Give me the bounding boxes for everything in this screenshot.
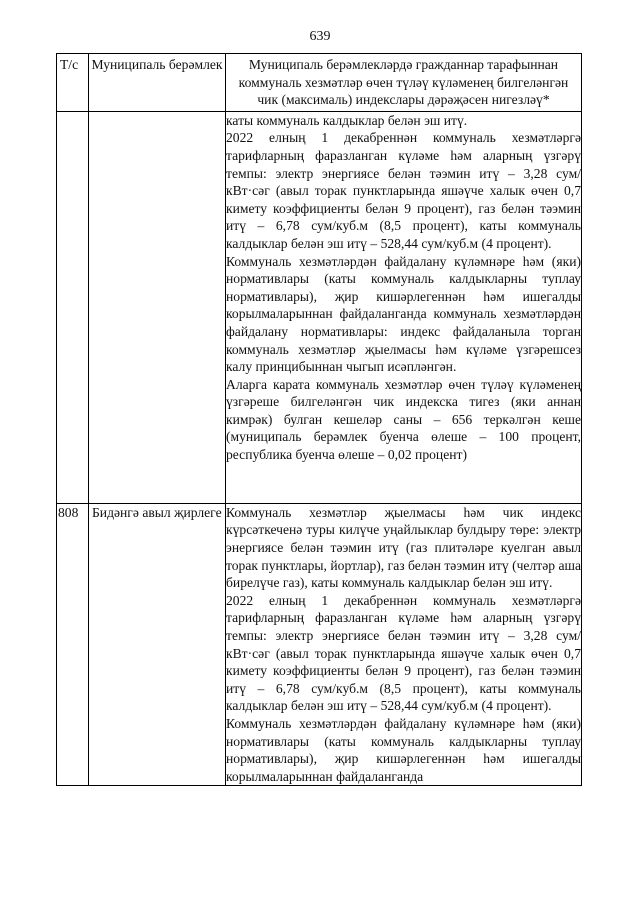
header-municipality: Муниципаль берәмлек (89, 54, 226, 112)
row-rationale (226, 111, 582, 503)
table-row (57, 111, 582, 503)
header-rationale: Муниципаль берәмлекләрдә гражданнар тарафыннан коммуналь хезмәтләр өчен түләү күләменең билгеләнгән чик (максималь) индекслары дәрәҗәсен нигезләү* (226, 54, 582, 112)
paragraph: каты коммуналь калдыклар белән эш итү. (226, 112, 468, 128)
paragraph: Аларга карата коммуналь хезмәтләр өчен түләү күләменең үзгәреше билгеләнгән чик индекска тигез (яки аннан кимрәк) булган кешеләр саны – 656 теркәлгән кеше (муниципаль берәмлек буенча өлеше – 100 процент, республика буенча өлеше – 0,02 процент) (226, 376, 581, 463)
page-number: 639 (309, 29, 331, 44)
paragraph: 2022 елның 1 декабреннән коммуналь хезмәтләргә тарифларның фаразланган күләме һәм аларның үзгәрү темпы: электр энергиясе белән тәэмин итү – 3,28 сум/кВт·сәг (авыл торак пунктларында яшәүче халык өчен 0,7 кимету коэффициенты белән 9 процент), газ белән тәэмин итү – 6,78 сум/куб.м (8,5 процент), каты коммуналь калдыклар белән эш итү – 528,44 сум/куб.м (4 процент). (226, 130, 581, 251)
row-rationale (226, 503, 582, 786)
paragraph: Коммуналь хезмәтләр җыелмасы һәм чик индекс күрсәткеченә туры килүче уңайлыклар булдыру төре: электр энергиясе белән тәэмин итү (газ плитәләре куелган авыл торак пунктлары, йортлар), газ белән тәэмин итү (челтәр аша бирелүче газ), каты коммуналь калдыклар белән эш итү. (226, 504, 581, 591)
row-municipality (89, 111, 226, 503)
paragraph: Коммуналь хезмәтләрдән файдалану күләмнәре һәм (яки) нормативлары (каты коммуналь калдыкларны туплау нормативлары), җир кишәрлегеннән һәм ишегалды корылмаларыннан файдаланганда (226, 715, 581, 784)
row-municipality: Бидәнгә авыл җирлеге (89, 503, 226, 786)
header-num: Т/с (57, 54, 89, 112)
paragraph: 2022 елның 1 декабреннән коммуналь хезмәтләргә тарифларның фаразланган күләме һәм аларның үзгәрү темпы: электр энергиясе белән тәэмин итү – 3,28 сум/кВт·сәг (авыл торак пунктларында яшәүче халык өчен 0,7 кимету коэффициенты белән 9 процент), газ белән тәэмин итү – 6,78 сум/куб.м (8,5 процент), каты коммуналь калдыклар белән эш итү – 528,44 сум/куб.м (4 процент). (226, 592, 581, 714)
tariff-table (56, 53, 582, 786)
row-num (57, 111, 89, 503)
table-header-row (57, 54, 582, 112)
paragraph: Коммуналь хезмәтләрдән файдалану күләмнәре һәм (яки) нормативлары (каты коммуналь калдыкларны туплау нормативлары), җир кишәрлегеннән һәм ишегалды корылмаларыннан файдаланганда коммуналь хезмәтләрдән файдалану нормативлары: индекс файдаланыла торган коммуналь хезмәтләр җыелмасы һәм күләме үзгәрешсез калу принцибыннан чыгып исәпләнгән. (226, 253, 581, 375)
table-row (57, 503, 582, 786)
row-num: 808 (57, 503, 89, 786)
